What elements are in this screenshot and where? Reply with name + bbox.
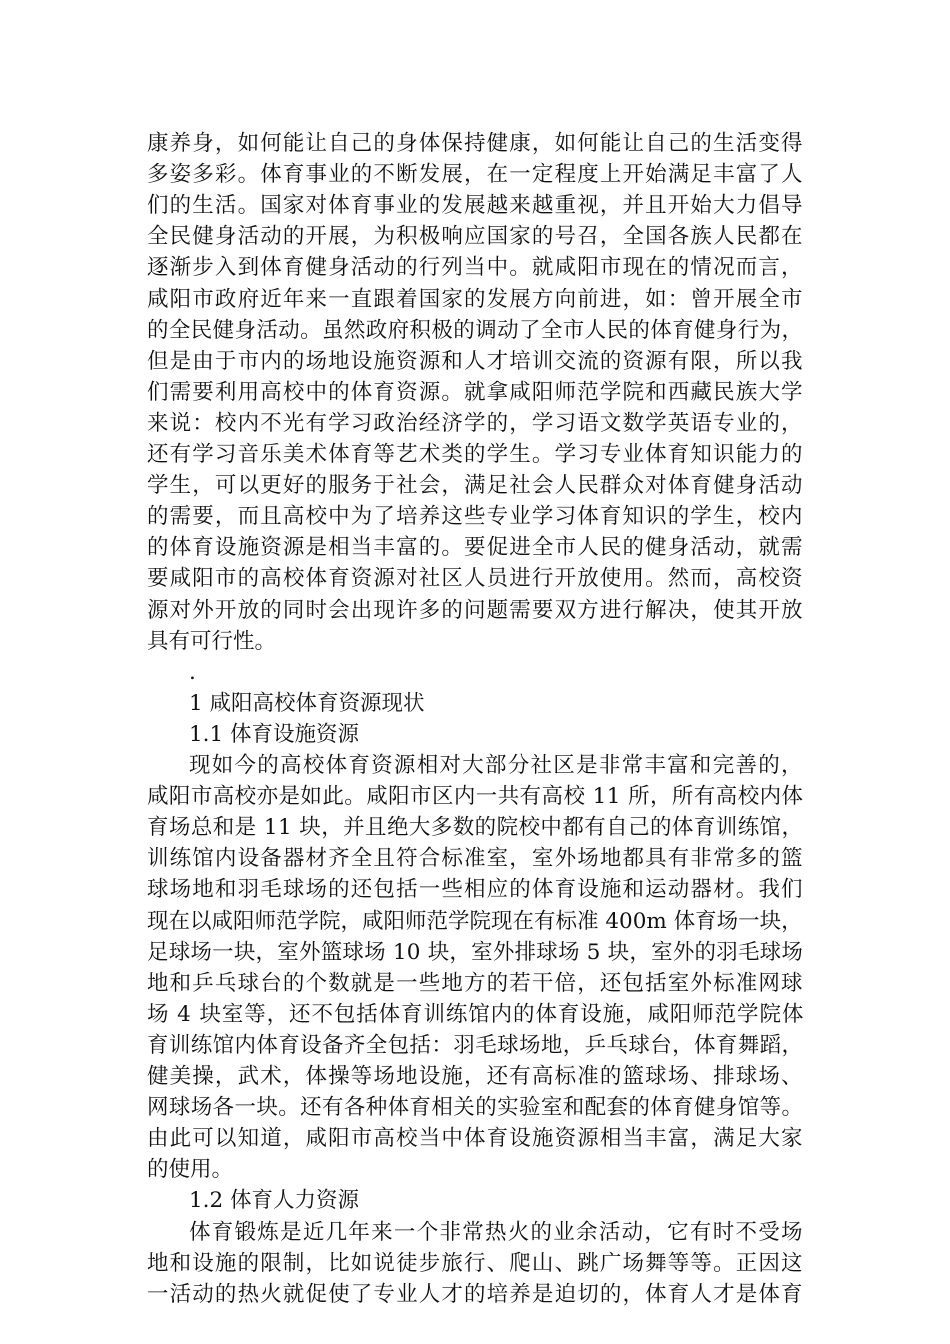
text-line: 要咸阳市的高校体育资源对社区人员进行开放使用。然而，高校资 (147, 566, 804, 591)
text-line: 学生，可以更好的服务于社会，满足社会人民群众对体育健身活动 (147, 473, 804, 498)
text-line: 的使用。 (147, 1157, 234, 1182)
text-line: 们的生活。国家对体育事业的发展越来越重视，并且开始大力倡导 (147, 193, 804, 218)
text-line: 还有学习音乐美术体育等艺术类的学生。学习专业体育知识能力的 (147, 442, 804, 467)
text-line: 咸阳市高校亦是如此。咸阳市区内一共有高校 11 所，所有高校内体 (147, 784, 804, 809)
text-line: 的全民健身活动。虽然政府积极的调动了全市人民的体育健身行为， (147, 318, 804, 343)
text-line: 来说：校内不光有学习政治经济学的，学习语文数学英语专业的， (147, 411, 804, 436)
text-line: 地和设施的限制，比如说徒步旅行、爬山、跳广场舞等等。正因这 (147, 1251, 804, 1276)
text-line: 地和乒乓球台的个数就是一些地方的若干倍，还包括室外标准网球 (147, 971, 804, 996)
text-line: 但是由于市内的场地设施资源和人才培训交流的资源有限，所以我 (147, 349, 804, 374)
text-line: 1.1 体育设施资源 (189, 722, 360, 747)
text-line: 足球场一块，室外篮球场 10 块，室外排球场 5 块，室外的羽毛球场 (147, 940, 804, 965)
text-line: 具有可行性。 (147, 629, 277, 654)
text-line: 1.2 体育人力资源 (189, 1188, 360, 1213)
text-line: 健美操，武术，体操等场地设施，还有高标准的篮球场、排球场、 (147, 1064, 804, 1089)
text-line: 的需要，而且高校中为了培养这些专业学习体育知识的学生，校内 (147, 504, 804, 529)
text-line: 育场总和是 11 块，并且绝大多数的院校中都有自己的体育训练馆， (147, 815, 804, 840)
text-line: 1 咸阳高校体育资源现状 (189, 691, 425, 716)
text-line: 由此可以知道，咸阳市高校当中体育设施资源相当丰富，满足大家 (147, 1126, 804, 1151)
text-line: 体育锻炼是近几年来一个非常热火的业余活动，它有时不受场 (189, 1220, 804, 1245)
text-line: 们需要利用高校中的体育资源。就拿咸阳师范学院和西藏民族大学 (147, 380, 804, 405)
text-line: 康养身，如何能让自己的身体保持健康，如何能让自己的生活变得 (147, 131, 804, 156)
text-line: 的体育设施资源是相当丰富的。要促进全市人民的健身活动，就需 (147, 535, 804, 560)
text-line: 现在以咸阳师范学院，咸阳师范学院现在有标准 400m 体育场一块， (147, 909, 803, 934)
text-line: 球场地和羽毛球场的还包括一些相应的体育设施和运动器材。我们 (147, 877, 804, 902)
text-line: 育训练馆内体育设备齐全包括：羽毛球场地，乒乓球台，体育舞蹈， (147, 1033, 804, 1058)
text-line: 全民健身活动的开展，为积极响应国家的号召，全国各族人民都在 (147, 224, 804, 249)
text-line: 咸阳市政府近年来一直跟着国家的发展方向前进，如：曾开展全市 (147, 287, 804, 312)
text-line: 多姿多彩。体育事业的不断发展，在一定程度上开始满足丰富了人 (147, 162, 804, 187)
text-line: 源对外开放的同时会出现许多的问题需要双方进行解决，使其开放 (147, 598, 804, 623)
text-line: . (189, 660, 196, 685)
text-line: 网球场各一块。还有各种体育相关的实验室和配套的体育健身馆等。 (147, 1095, 804, 1120)
text-line: 训练馆内设备器材齐全且符合标准室，室外场地都具有非常多的篮 (147, 846, 804, 871)
text-line: 一活动的热火就促使了专业人才的培养是迫切的，体育人才是体育 (147, 1282, 804, 1307)
text-line: 现如今的高校体育资源相对大部分社区是非常丰富和完善的， (189, 753, 804, 778)
text-line: 场 4 块室等，还不包括体育训练馆内的体育设施，咸阳师范学院体 (147, 1002, 805, 1027)
text-line: 逐渐步入到体育健身活动的行列当中。就咸阳市现在的情况而言， (147, 255, 804, 280)
